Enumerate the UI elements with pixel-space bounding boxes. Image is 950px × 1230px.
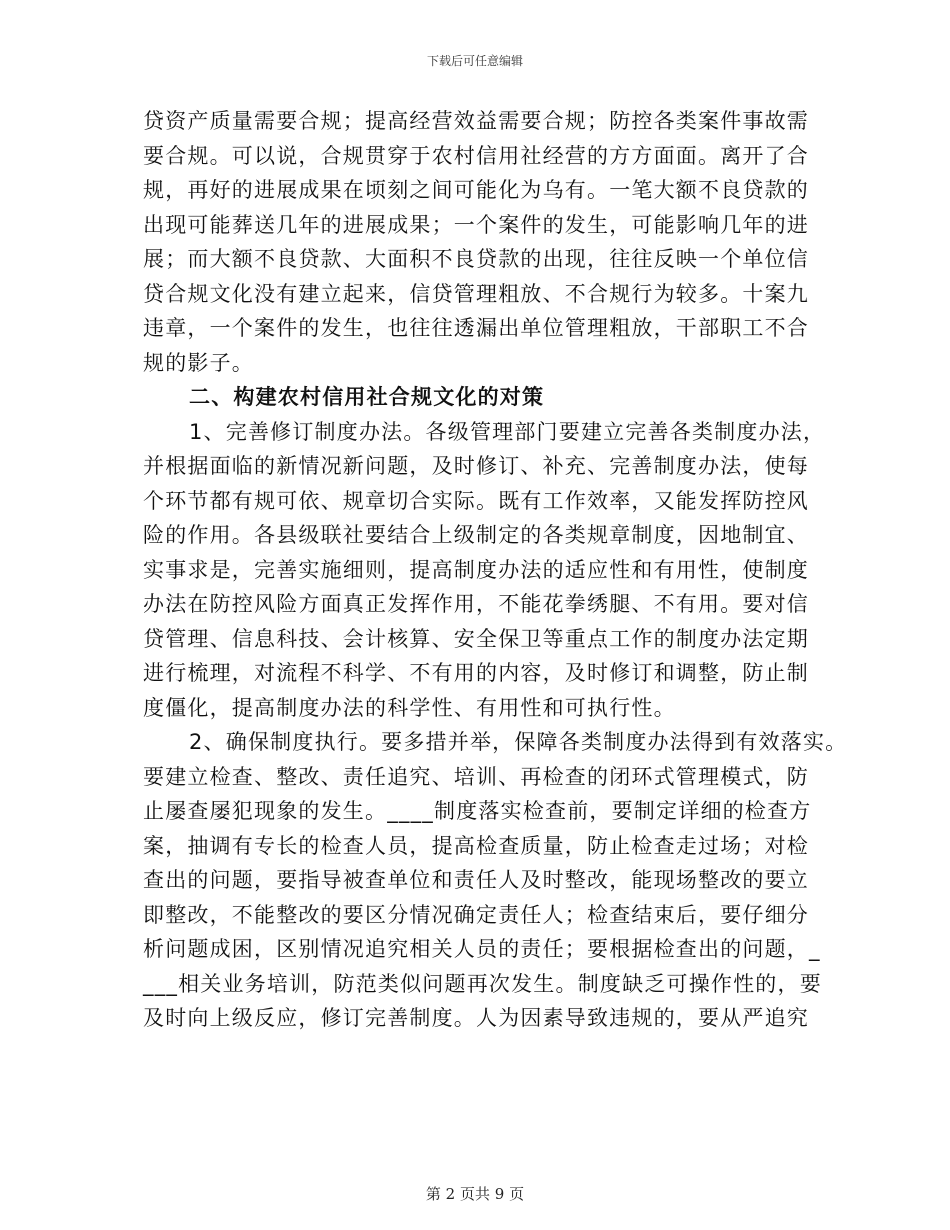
paragraph-line: 出现可能葬送几年的进展成果；一个案件的发生，可能影响几年的进 xyxy=(143,212,809,237)
paragraph-line: 及时向上级反应，修订完善制度。人为因素导致违规的，要从严追究 xyxy=(143,1006,809,1030)
paragraph-line: 析问题成困，区别情况追究相关人员的责任；要根据检查出的问题，_ xyxy=(143,937,821,961)
paragraph-line: 要建立检查、整改、责任追究、培训、再检查的闭环式管理模式，防 xyxy=(143,764,809,789)
paragraph-line: 规的影子。 xyxy=(143,350,254,375)
paragraph-line: 案，抽调有专长的检查人员，提高检查质量，防止检查走过场；对检 xyxy=(143,833,809,858)
paragraph-line: 2、确保制度执行。要多措并举，保障各类制度办法得到有效落实。 xyxy=(189,730,848,754)
paragraph-line: 规，再好的进展成果在顷刻之间可能化为乌有。一笔大额不良贷款的 xyxy=(143,178,809,202)
paragraph-line: 1、完善修订制度办法。各级管理部门要建立完善各类制度办法， xyxy=(189,419,826,444)
paragraph-line: 险的作用。各县级联社要结合上级制定的各类规章制度，因地制宜、 xyxy=(143,523,809,547)
paragraph-line: 贷管理、信息科技、会计核算、安全保卫等重点工作的制度办法定期 xyxy=(143,626,809,651)
page-header: 下载后可任意编辑 xyxy=(426,54,523,68)
paragraph-line: 并根据面临的新情况新问题，及时修订、补充、完善制度办法，使每 xyxy=(143,454,809,478)
page-footer: 第 2 页共 9 页 xyxy=(425,1185,525,1203)
paragraph-line: 办法在防控风险方面真正发挥作用，不能花拳绣腿、不有用。要对信 xyxy=(143,592,809,616)
paragraph-line: 贷资产质量需要合规；提高经营效益需要合规；防控各类案件事故需 xyxy=(143,109,809,133)
section-heading: 二、构建农村信用社合规文化的对策 xyxy=(189,385,545,409)
paragraph-line: 展；而大额不良贷款、大面积不良贷款的出现，往往反映一个单位信 xyxy=(143,247,809,271)
paragraph-line: 要合规。可以说，合规贯穿于农村信用社经营的方方面面。离开了合 xyxy=(143,143,809,168)
document-body xyxy=(143,104,848,1036)
paragraph-line: 违章，一个案件的发生，也往往透漏出单位管理粗放，干部职工不合 xyxy=(143,316,809,340)
paragraph-line: ___相关业务培训，防范类似问题再次发生。制度缺乏可操作性的，要 xyxy=(143,971,822,996)
paragraph-line: 进行梳理，对流程不科学、不有用的内容，及时修订和调整，防止制 xyxy=(143,661,809,685)
paragraph-line: 查出的问题，要指导被查单位和责任人及时整改，能现场整改的要立 xyxy=(143,868,809,892)
paragraph-line: 实事求是，完善实施细则，提高制度办法的适应性和有用性，使制度 xyxy=(143,557,809,582)
paragraph-line: 贷合规文化没有建立起来，信贷管理粗放、不合规行为较多。十案九 xyxy=(143,281,809,306)
paragraph-line: 止屡查屡犯现象的发生。____制度落实检查前，要制定详细的检查方 xyxy=(143,799,812,823)
paragraph-line: 度僵化，提高制度办法的科学性、有用性和可执行性。 xyxy=(143,695,676,720)
paragraph-line: 即整改，不能整改的要区分情况确定责任人；检查结束后，要仔细分 xyxy=(143,902,809,927)
paragraph-line: 个环节都有规可依、规章切合实际。既有工作效率，又能发挥防控风 xyxy=(143,488,809,513)
